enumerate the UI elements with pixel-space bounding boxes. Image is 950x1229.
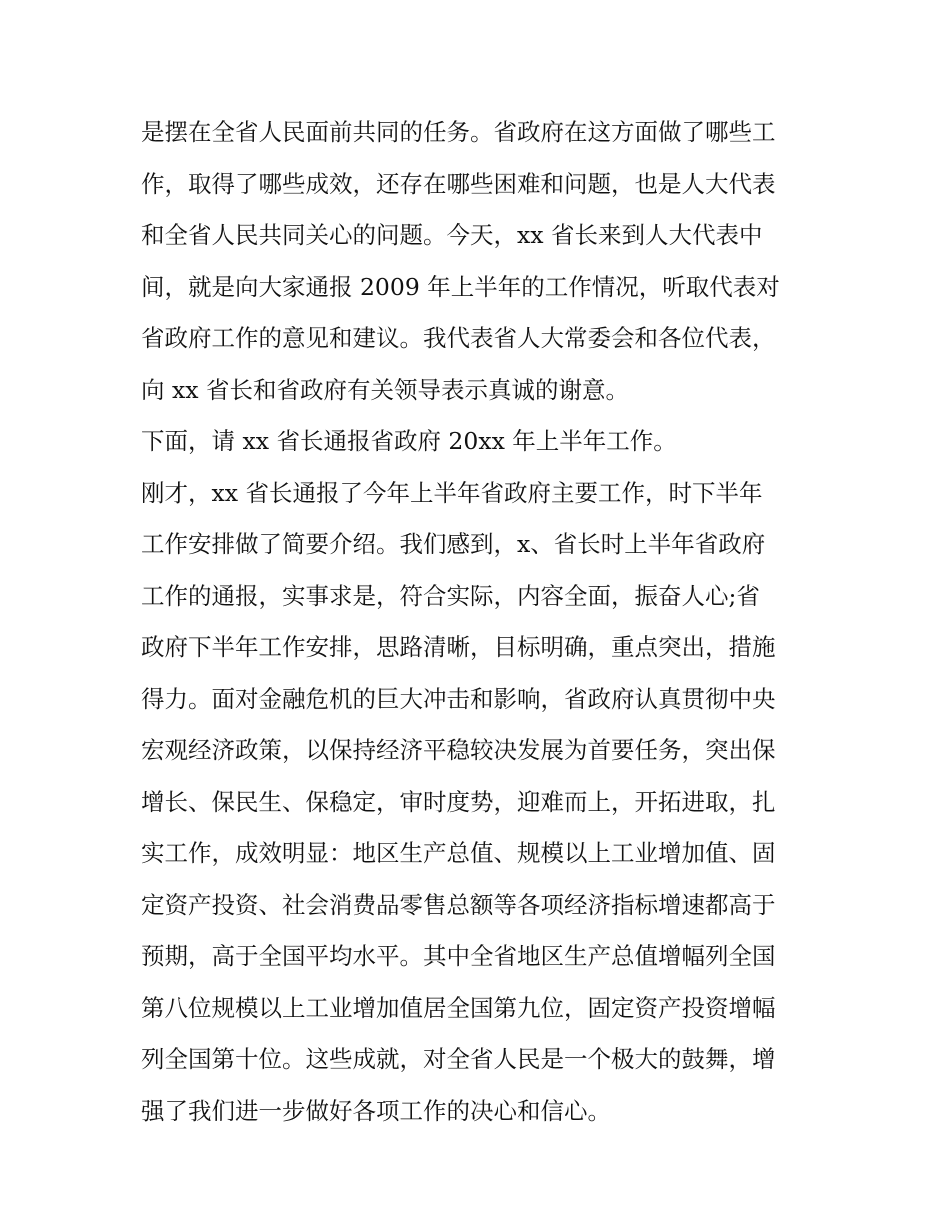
text-line: 刚才，xx 省长通报了今年上半年省政府主要工作，时下半年 (141, 478, 763, 507)
text-line: 政府下半年工作安排，思路清晰，目标明确，重点突出，措施 (141, 633, 776, 661)
text-line: 第八位规模以上工业增加值居全国第九位，固定资产投资增幅 (141, 993, 776, 1022)
text-line: 列全国第十位。这些成就，对全省人民是一个极大的鼓舞，增 (141, 1045, 776, 1073)
text-line: 下面，请 xx 省长通报省政府 20xx 年上半年工作。 (141, 427, 677, 455)
text-line: 预期，高于全国平均水平。其中全省地区生产总值增幅列全国 (141, 942, 776, 970)
text-line: 定资产投资、社会消费品零售总额等各项经济指标增速都高于 (141, 890, 776, 919)
text-line: 增长、保民生、保稳定，审时度势，迎难而上，开拓进取，扎 (141, 787, 776, 816)
text-line: 工作安排做了简要介绍。我们感到，x、省长时上半年省政府 (141, 530, 766, 558)
text-line: 间，就是向大家通报 2009 年上半年的工作情况，听取代表对 (141, 272, 780, 301)
text-line: 得力。面对金融危机的巨大冲击和影响，省政府认真贯彻中央 (141, 684, 776, 713)
text-line: 实工作，成效明显：地区生产总值、规模以上工业增加值、固 (141, 839, 776, 867)
text-line: 是摆在全省人民面前共同的任务。省政府在这方面做了哪些工 (141, 118, 776, 146)
body-text (141, 107, 817, 1137)
text-line: 作，取得了哪些成效，还存在哪些困难和问题，也是人大代表 (141, 169, 776, 198)
text-line: 向 xx 省长和省政府有关领导表示真诚的谢意。 (141, 375, 629, 404)
text-line: 省政府工作的意见和建议。我代表省人大常委会和各位代表， (141, 324, 776, 352)
text-line: 和全省人民共同关心的问题。今天，xx 省长来到人大代表中 (141, 221, 763, 249)
text-line: 宏观经济政策，以保持经济平稳较决发展为首要任务，突出保 (141, 736, 776, 764)
text-line: 强了我们进一步做好各项工作的决心和信心。 (141, 1096, 611, 1125)
text-line: 工作的通报，实事求是，符合实际，内容全面，振奋人心;省 (141, 581, 760, 610)
